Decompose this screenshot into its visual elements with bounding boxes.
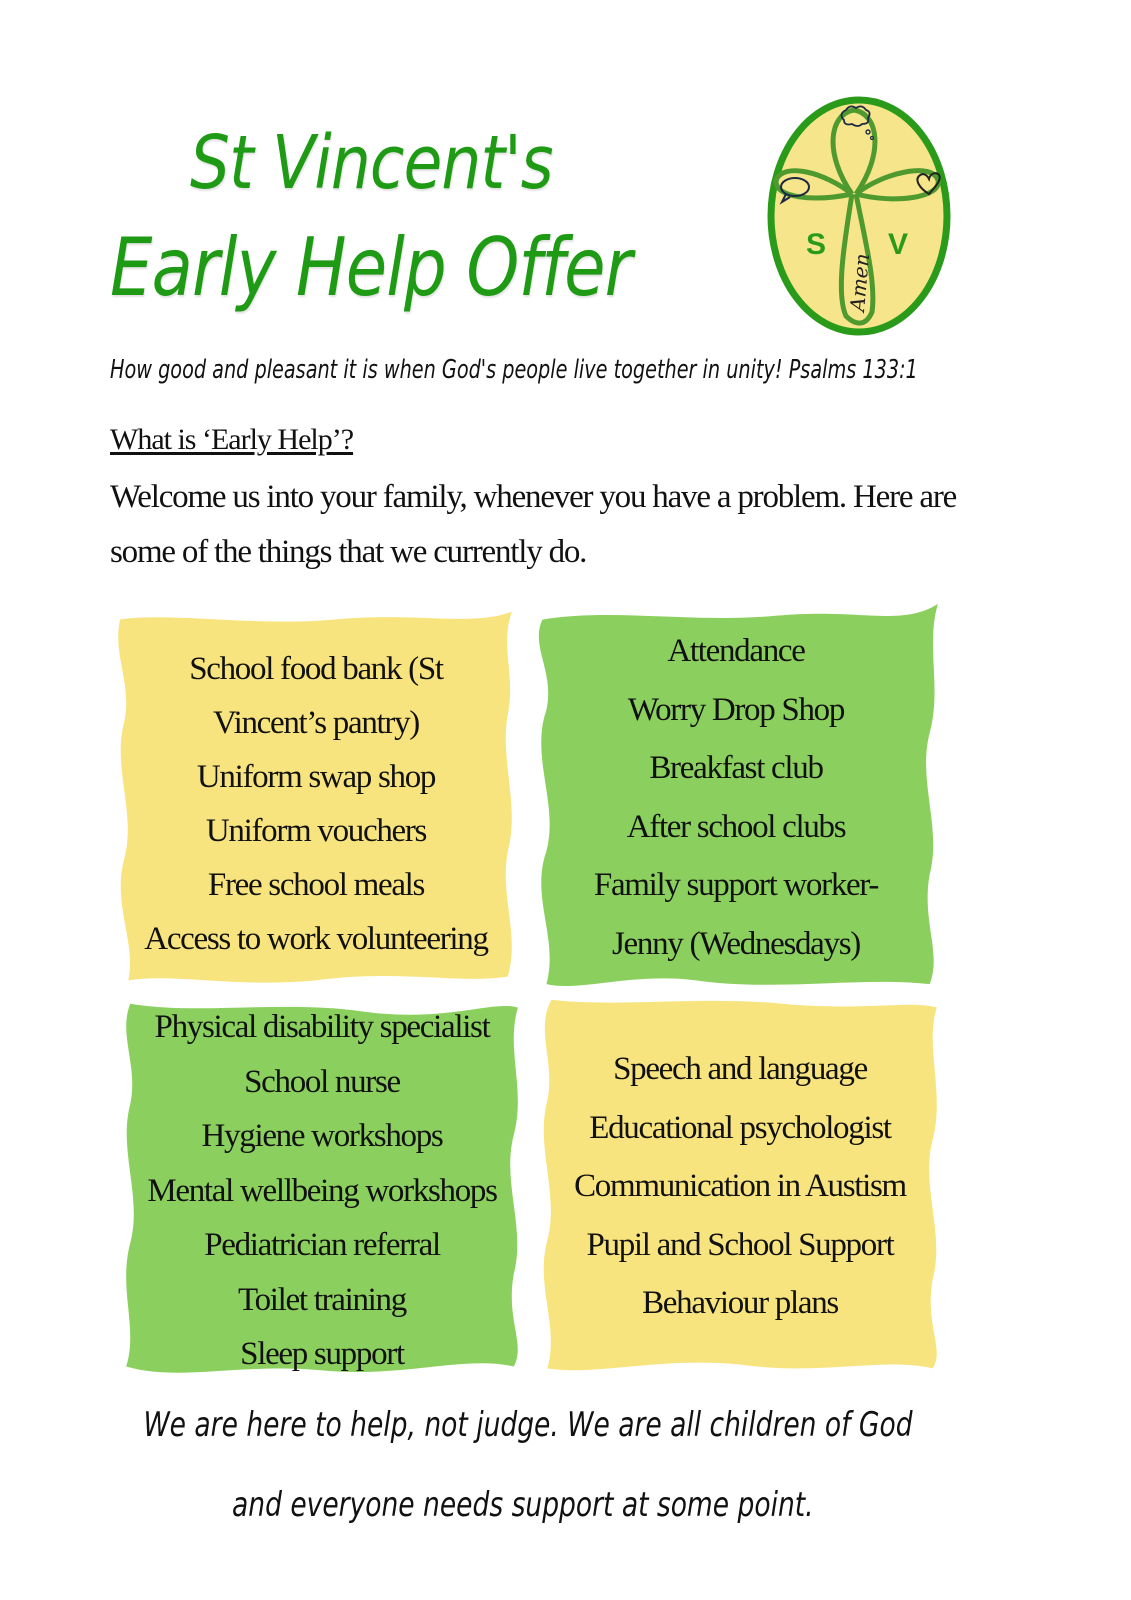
- closing-text-1: We are here to help, not judge. We are all children of God: [143, 1405, 913, 1445]
- services-list: [112, 642, 520, 966]
- services-list: [118, 1000, 526, 1382]
- services-panel-yellow-1: [112, 608, 520, 988]
- service-item: Pupil and School Support: [586, 1226, 894, 1263]
- logo-amen-text: Amen: [845, 252, 875, 313]
- service-item: Uniform vouchers: [205, 813, 427, 849]
- service-item: Breakfast club: [649, 750, 823, 786]
- services-panel-yellow-2: [535, 992, 945, 1380]
- intro-text: Welcome us into your family, whenever you have a problem. Here are some of the things that we currently do.: [110, 479, 957, 570]
- services-list: [535, 1040, 945, 1333]
- closing-line-2: [0, 1475, 1131, 1535]
- service-item: Worry Drop Shop: [627, 691, 845, 728]
- services-panel-green-2: [118, 996, 526, 1382]
- service-item: Communication in Austism: [574, 1168, 906, 1204]
- logo-letter-s: S: [806, 228, 827, 261]
- closing-line-1: [0, 1395, 1131, 1455]
- service-item: School food bank (St: [189, 651, 443, 687]
- service-item: Mental wellbeing workshops: [147, 1172, 497, 1209]
- service-item: Pediatrician referral: [204, 1227, 440, 1263]
- service-item: Free school meals: [207, 867, 425, 903]
- logo-letter-v: V: [888, 228, 909, 261]
- service-item: Attendance: [667, 633, 805, 669]
- service-item: School nurse: [244, 1063, 400, 1100]
- services-panel-green-1: [530, 600, 942, 992]
- service-item: Educational psychologist: [589, 1109, 891, 1146]
- scripture-tagline: How good and pleasant it is when God's people live together in unity! Psalms 133:1: [110, 355, 918, 385]
- service-item: Toilet training: [238, 1281, 406, 1318]
- service-item: After school clubs: [626, 808, 846, 845]
- service-item: Family support worker-: [593, 867, 879, 903]
- service-item: Speech and language: [613, 1051, 867, 1087]
- service-item: Uniform swap shop: [196, 759, 436, 795]
- section-heading: What is ‘Early Help’?: [110, 423, 354, 456]
- service-item: Access to work volunteering: [144, 921, 488, 957]
- service-item: Jenny (Wednesdays): [612, 925, 860, 962]
- services-list: [530, 622, 942, 973]
- title-line-2: Early Help Offer: [110, 221, 632, 314]
- service-item: Behaviour plans: [642, 1285, 838, 1321]
- service-item: Hygiene workshops: [201, 1118, 443, 1154]
- service-item: Sleep support: [240, 1336, 404, 1372]
- service-item: Vincent’s pantry): [213, 705, 419, 741]
- service-item: Physical disability specialist: [154, 1009, 490, 1045]
- closing-text-2: and everyone needs support at some point.: [232, 1485, 814, 1525]
- school-logo: [764, 94, 954, 338]
- title-line-1: St Vincent's: [190, 120, 553, 206]
